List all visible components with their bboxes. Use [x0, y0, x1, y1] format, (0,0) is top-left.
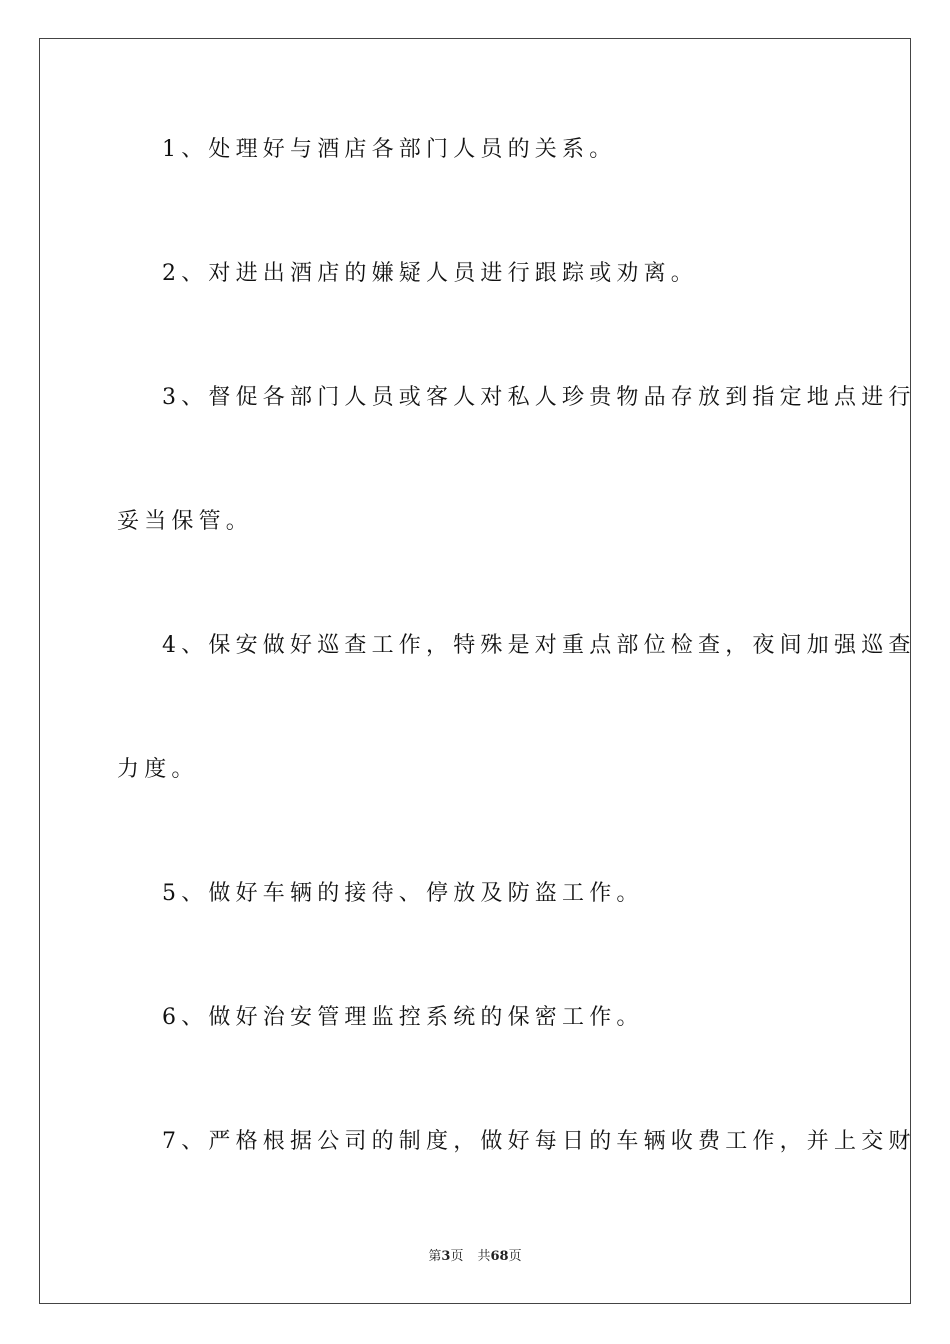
paragraph-line-1: 1、处理好与酒店各部门人员的关系。 [162, 137, 617, 162]
paragraph-line-3-continued: 妥当保管。 [117, 509, 254, 534]
footer-page-number: 3 [441, 1249, 451, 1264]
footer-total-prefix: 共 [477, 1249, 491, 1264]
footer-total-suffix: 页 [508, 1249, 522, 1264]
footer-page-prefix: 第 [428, 1249, 442, 1264]
paragraph-line-6: 6、做好治安管理监控系统的保密工作。 [162, 1005, 644, 1030]
footer-total-pages: 68 [490, 1249, 509, 1264]
page-border [39, 38, 911, 1304]
paragraph-line-5: 5、做好车辆的接待、停放及防盗工作。 [162, 881, 644, 906]
paragraph-line-4: 4、保安做好巡查工作，特殊是对重点部位检查，夜间加强巡查 [162, 633, 916, 658]
paragraph-line-3: 3、督促各部门人员或客人对私人珍贵物品存放到指定地点进行 [162, 385, 916, 410]
paragraph-line-2: 2、对进出酒店的嫌疑人员进行跟踪或劝离。 [162, 261, 698, 286]
paragraph-line-7: 7、严格根据公司的制度，做好每日的车辆收费工作，并上交财 [162, 1129, 916, 1154]
paragraph-line-4-continued: 力度。 [117, 757, 199, 782]
page-footer [0, 1248, 950, 1266]
footer-page-suffix: 页 [450, 1249, 464, 1264]
